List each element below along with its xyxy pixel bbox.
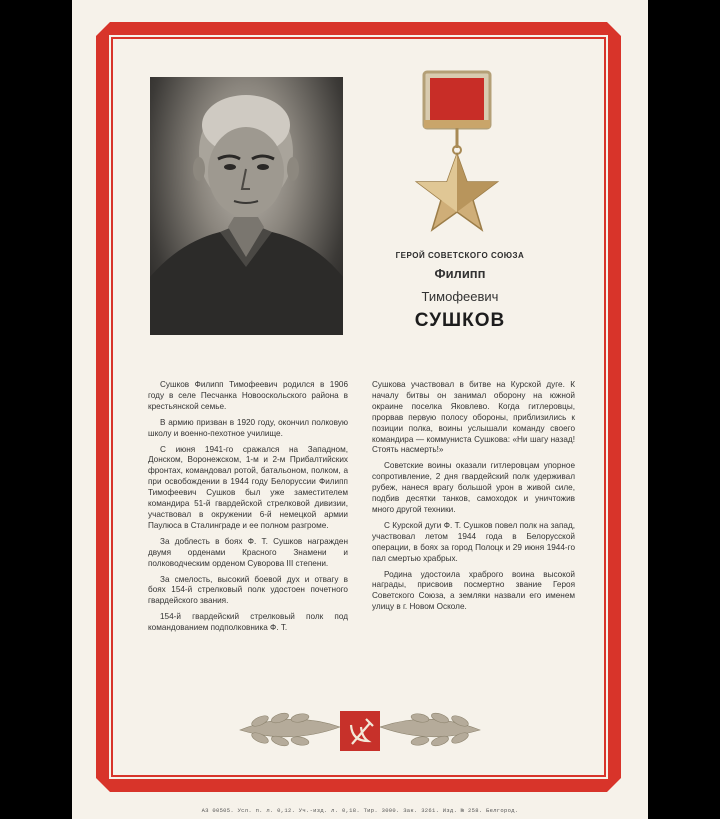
first-name: Филипп — [434, 266, 486, 281]
paragraph: С июня 1941-го сражался на Западном, Донском, Воронежском, 1-м и 2-м Прибалтийских фронтах, командовал ротой, батальоном, полком, а при освобождении в 1944 году Белоруссии Филипп Тимофеевич Сушков был уже заместителем командира 51-й гвардейской стрелковой дивизии, участвовал в окружении 6-й немецкой армии Паулюса в Сталинграде и ее полном разгроме. — [148, 444, 348, 530]
paragraph: За доблесть в боях Ф. Т. Сушков награжден двумя орденами Красного Знамени и полководческим орденом Суворова III степени. — [148, 536, 348, 568]
portrait-photo — [150, 77, 343, 335]
laurel-emblem — [230, 705, 490, 755]
hero-title: ГЕРОЙ СОВЕТСКОГО СОЮЗА — [395, 251, 525, 260]
paragraph: За смелость, высокий боевой дух и отвагу в боях 154-й стрелковый полк удостоен почетного гвардейского звания. — [148, 574, 348, 606]
biography-left-column — [148, 380, 348, 639]
paragraph: В армию призван в 1920 году, окончил полковую школу и военно-пехотное училище. — [148, 417, 348, 438]
biography-right-column — [372, 380, 575, 618]
paragraph: Родина удостоила храброго воина высокой награды, присвоив посмертно звание Героя Советского Союза, а земляки назвали его именем улицу в г. Новом Осколе. — [372, 569, 575, 612]
paragraph: Советские воины оказали гитлеровцам упорное сопротивление, 2 дня гвардейский полк удерживал рубеж, нанеся врагу большой урон в живой силе, подбив десятки танков, самоходок и уничтожив много другой техники. — [372, 461, 575, 514]
patronymic: Тимофеевич — [421, 289, 499, 304]
paragraph: С Курской дуги Ф. Т. Сушков повел полк на запад, участвовал летом 1944 года в Белорусской операции, в боях за город Полоцк и 29 июня 1944-го пал смертью храбрых. — [372, 520, 575, 563]
paragraph: Сушков Филипп Тимофеевич родился в 1906 году в селе Песчанка Новооскольского района в крестьянской семье. — [148, 380, 348, 411]
gold-star-medal — [412, 70, 502, 245]
paragraph: 154-й гвардейский стрелковый полк под командованием подполковника Ф. Т. — [148, 612, 348, 633]
surname: СУШКОВ — [414, 310, 506, 331]
print-imprint: АЗ 00505. Усл. п. л. 0,12. Уч.-изд. л. 0,18. Тир. 3000. Зак. 3261. Изд. № 258. Белгород. — [201, 807, 519, 814]
paragraph: Сушкова участвовал в битве на Курской дуге. К началу битвы он занимал оборону на южной окраине поселка Яковлево. Когда гитлеровцы, прорвав первую полосу обороны, приблизились к позиции полка, воины услышали команду своего командира — коммуниста Сушкова: «Ни шагу назад! Стоять насмерть!» — [372, 380, 575, 455]
